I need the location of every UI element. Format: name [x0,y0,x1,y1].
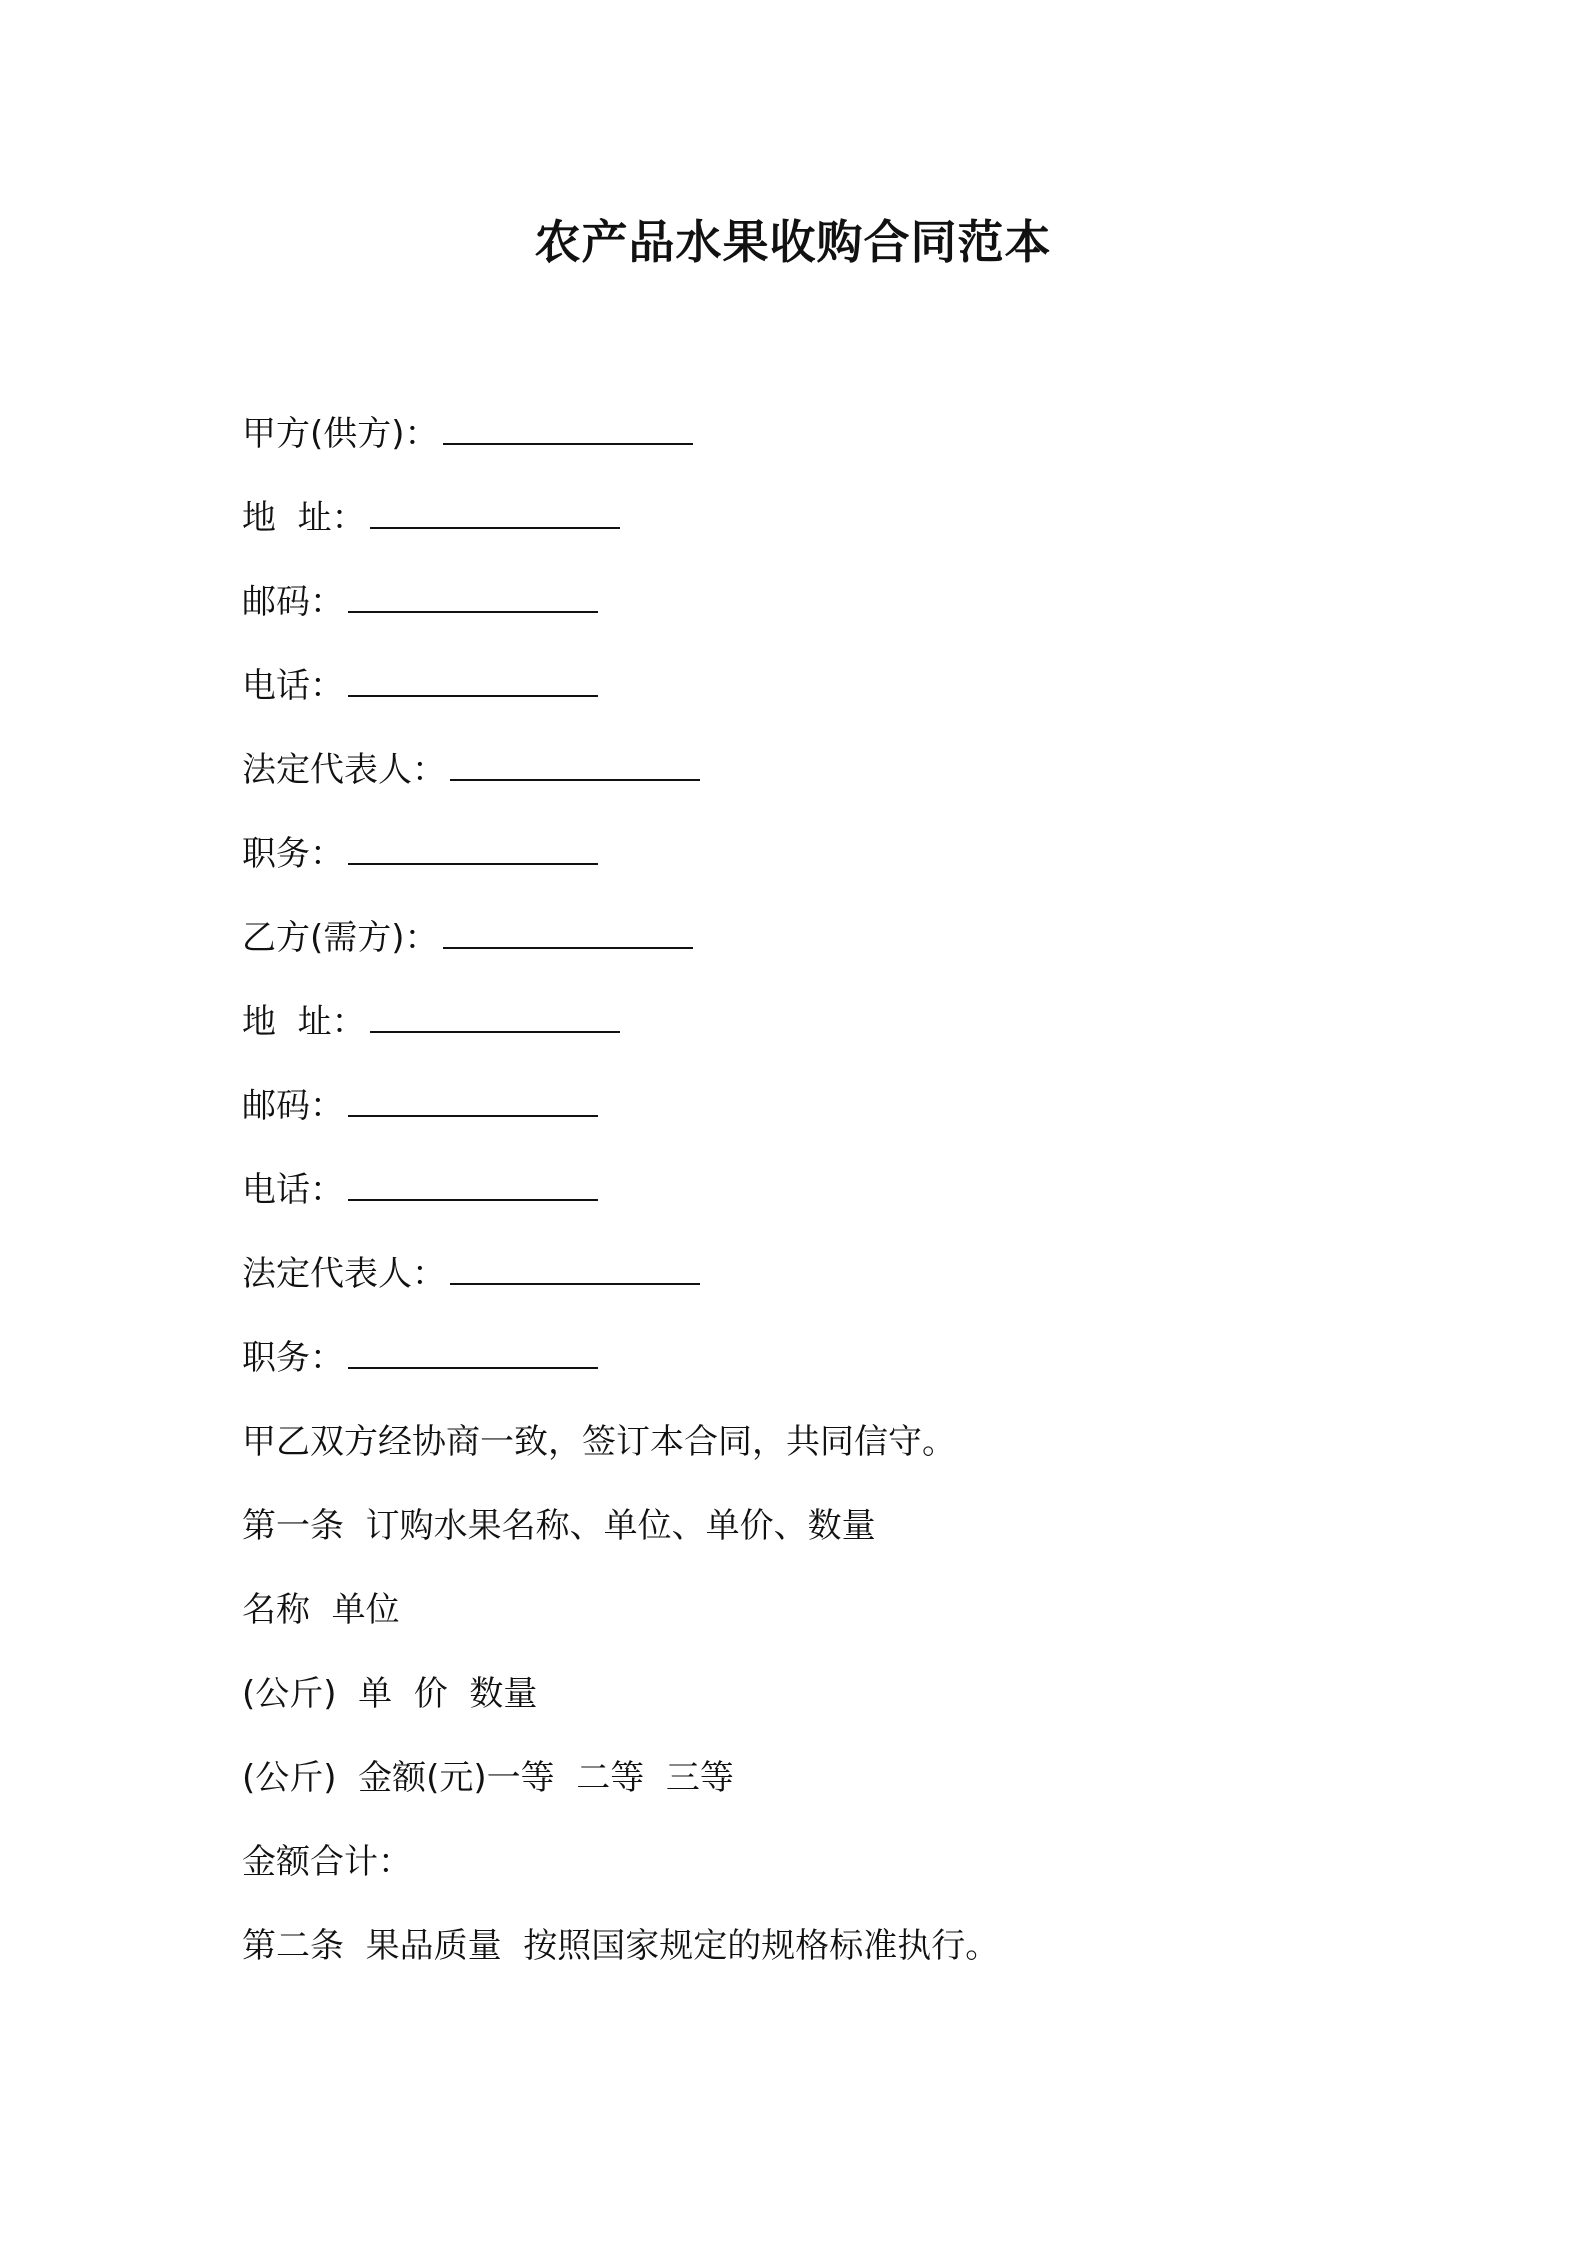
party-a-legal-rep-label: 法定代表人： [242,750,446,790]
party-a-postcode-line [242,570,1422,654]
party-b-phone-line [242,1158,1422,1242]
party-a-label: 甲方(供方)： [242,414,439,454]
party-b-address-label: 地 址： [242,1002,366,1042]
party-a-line [242,402,1422,486]
party-b-position-label: 职务： [242,1338,344,1378]
party-a-phone-blank [348,657,598,697]
article-1-row-3: (公斤) 金额(元)一等 二等 三等 [242,1758,734,1798]
party-b-legal-rep-blank [450,1245,700,1285]
party-b-legal-rep-label: 法定代表人： [242,1254,446,1294]
document-title: 农产品水果收购合同范本 [534,215,1052,269]
party-b-label: 乙方(需方)： [242,918,439,958]
party-a-phone-line [242,654,1422,738]
article-2: 第二条 果品质量 按照国家规定的规格标准执行。 [242,1926,1000,1966]
preamble: 甲乙双方经协商一致，签订本合同，共同信守。 [242,1422,956,1462]
party-b-blank [443,909,693,949]
party-b-address-line [242,990,1422,1074]
party-b-position-blank [348,1329,598,1369]
party-b-address-blank [370,993,620,1033]
party-b-postcode-line [242,1074,1422,1158]
party-b-postcode-label: 邮码： [242,1086,344,1126]
party-b-phone-blank [348,1161,598,1201]
article-1-row-2: (公斤) 单 价 数量 [242,1674,538,1714]
party-a-legal-rep-blank [450,741,700,781]
party-a-phone-label: 电话： [242,666,344,706]
party-a-blank [443,405,693,445]
party-b-position-line [242,1326,1422,1410]
party-a-position-label: 职务： [242,834,344,874]
party-b-line [242,906,1422,990]
article-1-total: 金额合计： [242,1842,412,1882]
party-a-address-line [242,486,1422,570]
article-1-row-1: 名称 单位 [242,1590,400,1630]
party-b-phone-label: 电话： [242,1170,344,1210]
party-a-position-line [242,822,1422,906]
party-a-postcode-label: 邮码： [242,582,344,622]
party-b-legal-rep-line [242,1242,1422,1326]
party-b-postcode-blank [348,1077,598,1117]
party-a-legal-rep-line [242,738,1422,822]
party-a-address-blank [370,489,620,529]
contract-body [242,402,1422,1998]
party-a-postcode-blank [348,573,598,613]
article-1-heading: 第一条 订购水果名称、单位、单价、数量 [242,1506,876,1546]
party-a-address-label: 地 址： [242,498,366,538]
party-a-position-blank [348,825,598,865]
